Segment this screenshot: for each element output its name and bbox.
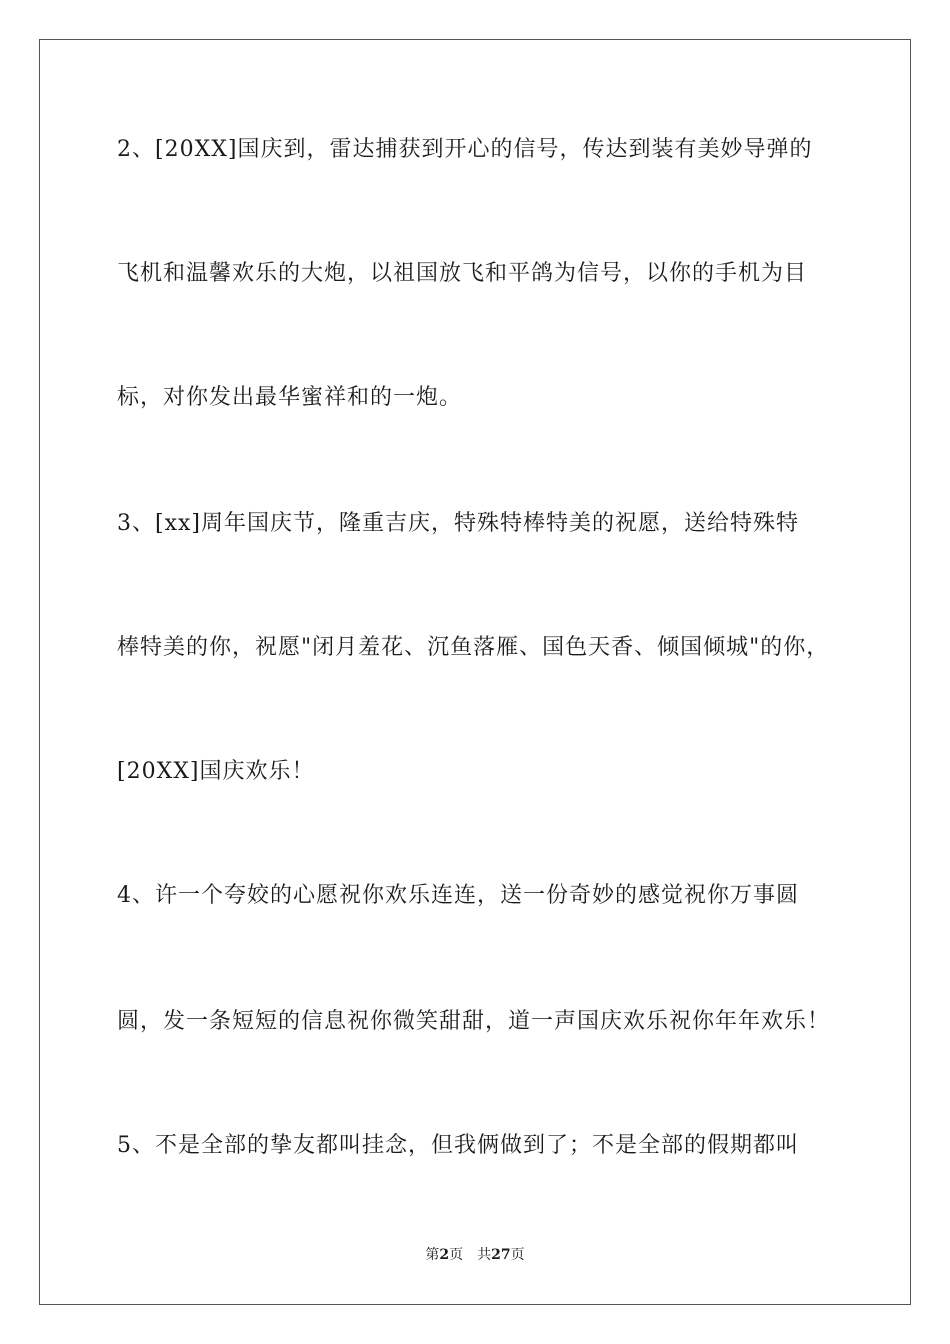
paragraph-line: 5、不是全部的挚友都叫挂念，但我俩做到了；不是全部的假期都叫 <box>117 1133 799 1158</box>
paragraph-line: 4、许一个夸姣的心愿祝你欢乐连连，送一份奇妙的感觉祝你万事圆 <box>117 883 799 908</box>
total-suffix: 页 <box>510 1247 525 1263</box>
page-prefix: 第 <box>425 1247 440 1263</box>
paragraph-line: [20XX]国庆欢乐！ <box>117 759 315 784</box>
page-border <box>39 39 911 1305</box>
paragraph-line: 标，对你发出最华蜜祥和的一炮。 <box>117 385 463 410</box>
current-page-number: 2 <box>439 1247 450 1263</box>
paragraph-line: 飞机和温馨欢乐的大炮，以祖国放飞和平鸽为信号，以你的手机为目 <box>117 261 808 286</box>
page-footer <box>0 1246 950 1264</box>
paragraph-line: 3、[xx]周年国庆节，隆重吉庆，特殊特棒特美的祝愿，送给特殊特 <box>117 511 799 536</box>
paragraph-line: 棒特美的你，祝愿"闭月羞花、沉鱼落雁、国色天香、倾国倾城"的你， <box>117 635 830 660</box>
paragraph-line: 圆，发一条短短的信息祝你微笑甜甜，道一声国庆欢乐祝你年年欢乐！ <box>117 1009 831 1034</box>
page-suffix: 页 <box>449 1247 464 1263</box>
total-prefix: 共 <box>477 1247 492 1263</box>
paragraph-line: 2、[20XX]国庆到，雷达捕获到开心的信号，传达到装有美妙导弹的 <box>117 137 813 162</box>
total-pages-number: 27 <box>491 1247 511 1263</box>
